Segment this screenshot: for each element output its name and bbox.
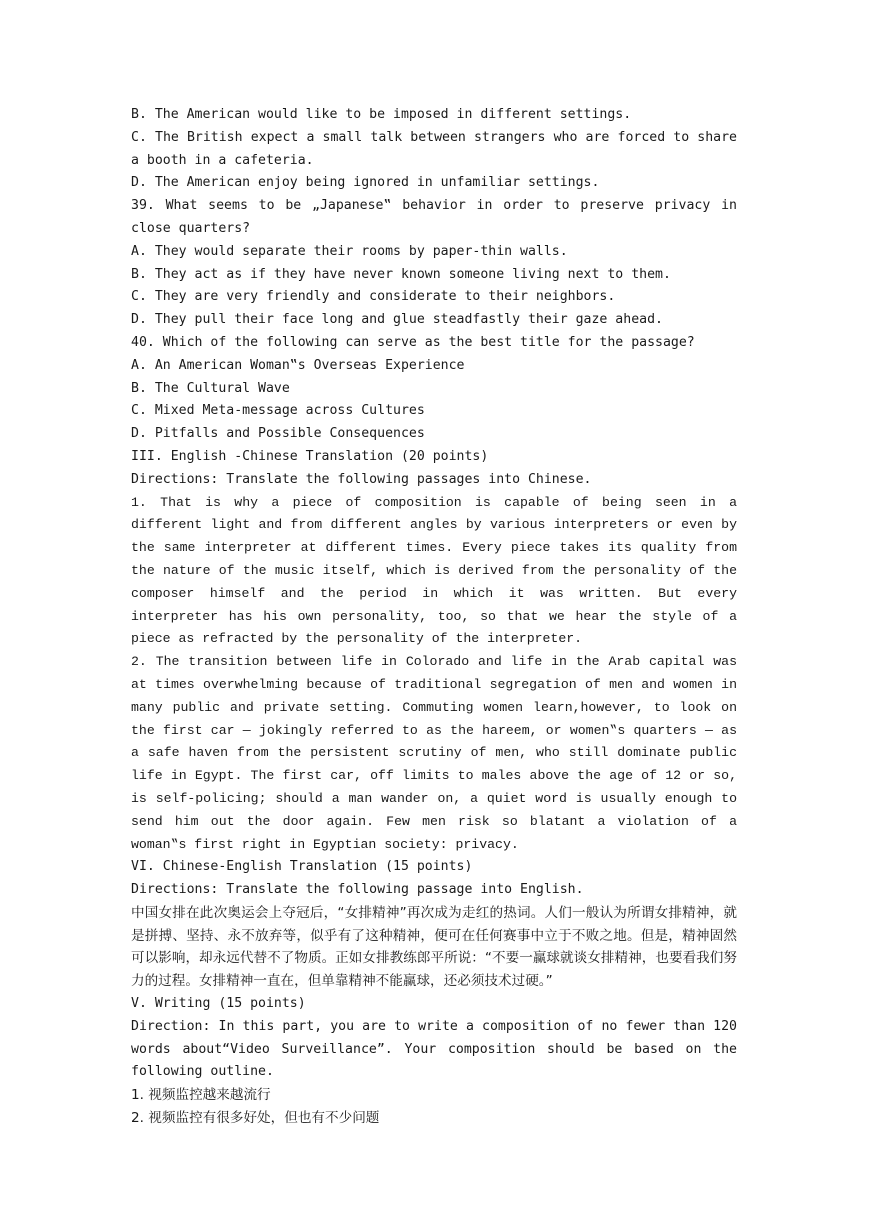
section4-passage: 中国女排在此次奥运会上夺冠后，“女排精神”再次成为走红的热词。人们一般认为所谓女排精神，就是拼搏、坚持、永不放弃等，似乎有了这种精神，便可在任何赛事中立于不败之地。但是，精神固然可以影响，却永远代替不了物质。正如女排教练郎平所说：“不要一赢球就谈女排精神，也要看我们努力的过程。女排精神一直在，但单靠精神不能赢球，还必须技术过硬。” [131, 904, 737, 990]
q38-option-b: B. The American would like to be imposed in different settings. [131, 107, 632, 122]
section3-heading: III. English -Chinese Translation (20 points) [131, 448, 489, 464]
q40-option-d: D. Pitfalls and Possible Consequences [131, 426, 425, 442]
section4-heading: VI. Chinese-English Translation (15 points) [131, 859, 473, 875]
q40-question: 40. Which of the following can serve as the best title for the passage? [131, 334, 695, 350]
outline-item-2: 2. 视频监控有很多好处，但也有不少问题 [131, 1110, 380, 1127]
q38-option-c: C. The British expect a small talk between strangers who are forced to share a booth in a cafeteria. [131, 129, 737, 168]
document-page [131, 104, 737, 1130]
q39-question: 39. What seems to be „Japanese‟ behavior in order to preserve privacy in close quarters? [131, 198, 737, 236]
section5-directions: Direction: In this part, you are to write a composition of no fewer than 120 words about“Video Surveillance”. Your composition should be based on the following outline. [131, 1018, 737, 1080]
q39-option-b: B. They act as if they have never known someone living next to them. [131, 266, 671, 282]
section3-directions: Directions: Translate the following passages into Chinese. [131, 471, 592, 487]
q39-option-d: D. They pull their face long and glue steadfastly their gaze ahead. [131, 312, 663, 328]
q40-option-b: B. The Cultural Wave [131, 380, 290, 396]
section5-heading: V. Writing (15 points) [131, 996, 306, 1012]
section3-passage-1: 1. That is why a piece of composition is capable of being seen in a different light and from different angles by various interpreters or even by the same interpreter at different times. Every piece takes its quality from the nature of the music itself, which is derived from the personality of the composer himself and the period in which it was written. But every interpreter has his own personality, too, so that we hear the style of a piece as refracted by the personality of the interpreter. [131, 494, 737, 647]
q39-option-a: A. They would separate their rooms by paper-thin walls. [131, 243, 568, 259]
section4-directions: Directions: Translate the following passage into English. [131, 882, 584, 898]
q38-option-d: D. The American enjoy being ignored in unfamiliar settings. [131, 175, 600, 191]
q40-option-a: A. An American Woman‟s Overseas Experience [131, 357, 465, 373]
q40-option-c: C. Mixed Meta-message across Cultures [131, 403, 425, 419]
q39-option-c: C. They are very friendly and considerate to their neighbors. [131, 289, 616, 305]
outline-item-1: 1. 视频监控越来越流行 [131, 1087, 271, 1104]
section3-passage-2: 2. The transition between life in Colorado and life in the Arab capital was at times overwhelming because of traditional segregation of men and women in many public and private setting. Commuting women learn,however, to look on the first car — jokingly referred to as the hareem, or women‟s quarters — as a safe haven from the persistent scrutiny of men, who still dominate public life in Egypt. The first car, off limits to males above the age of 12 or so, is self-policing; should a man wander on, a quiet word is usually enough to send him out the door again. Few men risk so blatant a violation of a woman‟s first right in Egyptian society: privacy. [131, 654, 737, 852]
